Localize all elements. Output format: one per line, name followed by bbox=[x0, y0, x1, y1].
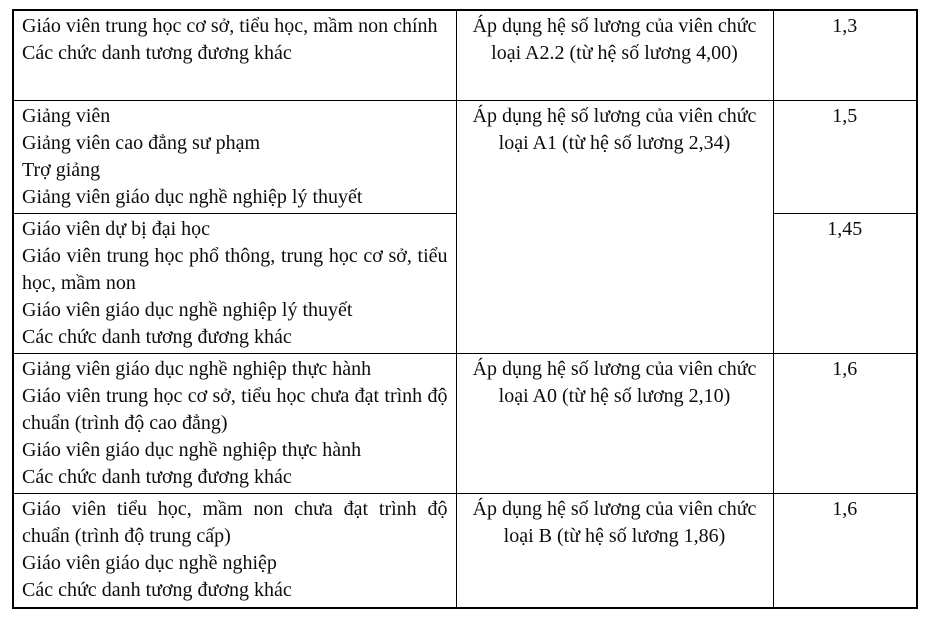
job-title-line: Giảng viên giáo dục nghề nghiệp lý thuyết bbox=[22, 185, 363, 208]
job-titles-cell bbox=[13, 100, 456, 213]
salary-application-cell: Áp dụng hệ số lương của viên chức loại B (từ hệ số lương 1,86) bbox=[456, 493, 773, 608]
table-row bbox=[13, 100, 917, 213]
salary-application-cell-merged: Áp dụng hệ số lương của viên chức loại A1 (từ hệ số lương 2,34) bbox=[456, 100, 773, 353]
coefficient-cell: 1,3 bbox=[773, 10, 917, 100]
coefficient-cell: 1,6 bbox=[773, 493, 917, 608]
job-title-line: Giáo viên trung học cơ sở, tiểu học, mầm non chính bbox=[22, 15, 438, 37]
job-title-line: Các chức danh tương đương khác bbox=[22, 42, 292, 64]
table-row bbox=[13, 10, 917, 100]
salary-coefficient-table bbox=[12, 9, 918, 609]
table-row bbox=[13, 493, 917, 608]
salary-application-cell: Áp dụng hệ số lương của viên chức loại A2.2 (từ hệ số lương 4,00) bbox=[456, 10, 773, 100]
job-title-line: Giáo viên trung học cơ sở, tiểu học chưa đạt trình độ chuẩn (trình độ cao đẳng) bbox=[22, 384, 448, 434]
job-title-line: Giáo viên dự bị đại học bbox=[22, 217, 211, 240]
job-titles-cell bbox=[13, 353, 456, 493]
job-title-line: Trợ giảng bbox=[22, 158, 101, 181]
job-title-line: Giảng viên cao đẳng sư phạm bbox=[22, 131, 260, 154]
job-title-line: Giáo viên giáo dục nghề nghiệp bbox=[22, 551, 277, 574]
job-titles-cell bbox=[13, 10, 456, 100]
table-row bbox=[13, 353, 917, 493]
coefficient-cell: 1,6 bbox=[773, 353, 917, 493]
job-title-line: Giáo viên giáo dục nghề nghiệp lý thuyết bbox=[22, 298, 353, 321]
coefficient-cell: 1,45 bbox=[773, 213, 917, 353]
job-titles-cell bbox=[13, 493, 456, 608]
job-title-line: Giáo viên trung học phổ thông, trung học cơ sở, tiểu học, mầm non bbox=[22, 244, 448, 294]
job-title-line: Giáo viên giáo dục nghề nghiệp thực hành bbox=[22, 438, 362, 461]
job-titles-cell bbox=[13, 213, 456, 353]
job-title-line: Giáo viên tiểu học, mầm non chưa đạt trình độ chuẩn (trình độ trung cấp) bbox=[22, 497, 448, 547]
coefficient-cell: 1,5 bbox=[773, 100, 917, 213]
job-title-line: Các chức danh tương đương khác bbox=[22, 465, 292, 488]
job-title-line: Các chức danh tương đương khác bbox=[22, 325, 292, 348]
job-title-line: Các chức danh tương đương khác bbox=[22, 578, 292, 601]
job-title-line: Giảng viên giáo dục nghề nghiệp thực hành bbox=[22, 357, 372, 380]
salary-application-cell: Áp dụng hệ số lương của viên chức loại A0 (từ hệ số lương 2,10) bbox=[456, 353, 773, 493]
job-title-line: Giảng viên bbox=[22, 104, 111, 127]
